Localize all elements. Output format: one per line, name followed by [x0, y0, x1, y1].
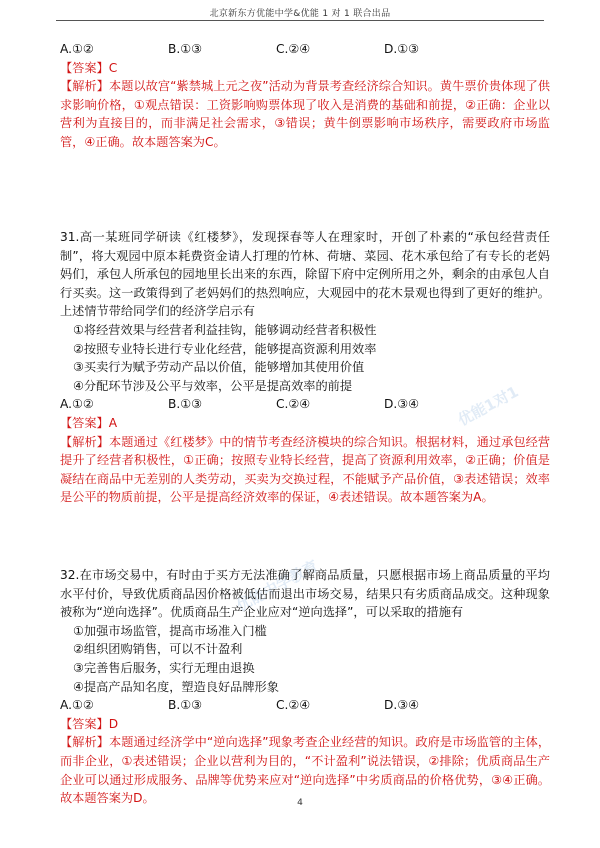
q32-item-4: ④提高产品知名度，塑造良好品牌形象 [73, 679, 279, 694]
q30-option-c: C.②④ [276, 42, 311, 56]
q32-item-2: ②组织团购销售，可以不计盈利 [73, 642, 243, 657]
watermark-logo: 优能1对1 [454, 382, 522, 430]
watermark-logo-2: 优能中学教育 [233, 556, 322, 616]
q32-options [60, 696, 550, 715]
q31-answer-value: A [108, 415, 118, 430]
q31-item-2: ②按照专业特长进行专业化经营，能够提高资源利用效率 [73, 341, 377, 356]
header-divider [56, 20, 544, 21]
q32-answer-label: 【答案】 [60, 716, 109, 731]
q32-option-d: D.③④ [384, 698, 420, 713]
q32-option-b: B.①③ [168, 698, 203, 713]
q30-answer [60, 59, 550, 78]
q30-analysis-text: 本题以故宫“紫禁城上元之夜”活动为背景考查经济综合知识。黄牛票价贵体现了供求影响价格，①观点错误：工资影响购票体现了收入是消费的基础和前提，②正确：企业以营利为直接目的，而非满足社会需求，③错误；黄牛倒票影响市场秩序，需要政府市场监管，④正确。故本题答案为C。 [60, 79, 551, 149]
question-30 [60, 40, 550, 152]
q31-option-b: B.①③ [168, 397, 203, 412]
q32-stem: 32.在市场交易中，有时由于买方无法准确了解商品质量，只愿根据市场上商品质量的平均水平付价，导致优质商品因价格被低估而退出市场交易，结果只有劣质商品成交。这种现象被称为“逆向选择”。优质商品生产企业应对“逆向选择”，可以采取的措施有 [60, 568, 550, 620]
q31-analysis-text: 本题通过《红楼梦》中的情节考查经济模块的综合知识。根据材料，通过承包经营提升了经营者积极性，①正确；按照专业特长经营，提高了资源利用效率，②正确；价值是凝结在商品中无差别的人类劳动，买卖为交换过程，不能赋予产品价值，③表述错误；效率是公平的物质前提，公平是提高经济效率的保证，④表述错误。故本题答案为A。 [60, 434, 551, 505]
page-number: 4 [297, 798, 303, 808]
q32-answer-value: D [108, 716, 119, 731]
q30-answer-label: 【答案】 [60, 60, 109, 75]
page-header: 北京新东方优能中学&优能 1 对 1 联合出品 [209, 9, 391, 19]
q32-option-c: C.②④ [276, 698, 311, 713]
q31-item-4: ④分配环节涉及公平与效率，公平是提高效率的前提 [73, 378, 353, 393]
question-31 [60, 228, 550, 507]
q31-answer-label: 【答案】 [60, 415, 109, 430]
q30-options [60, 40, 550, 59]
q30-analysis [60, 77, 550, 151]
q31-option-c: C.②④ [276, 397, 311, 412]
q32-option-a: A.①② [60, 698, 94, 713]
q32-analysis-text: 本题通过经济学中“逆向选择”现象考查企业经营的知识。政府是市场监管的主体，而非企业，①表述错误；企业以营利为目的，“不计盈利”说法错误，②排除；优质商品生产企业可以通过形成服务、品牌等优势来应对“逆向选择”中劣质商品的价格优势，③④正确。故本题答案为D。 [60, 735, 551, 806]
q32-item-1: ①加强市场监管，提高市场准入门槛 [73, 623, 267, 638]
q31-item-1: ①将经营效果与经营者利益挂钩，能够调动经营者积极性 [73, 322, 377, 337]
q32-answer [60, 715, 550, 734]
question-32 [60, 566, 550, 808]
q32-item-3: ③完善售后服务，实行无理由退换 [73, 660, 255, 675]
q30-answer-value: C [108, 60, 118, 75]
q30-option-d: D.①③ [384, 42, 420, 56]
q30-analysis-label: 【解析】 [60, 79, 109, 94]
q31-stem: 31.高一某班同学研读《红楼梦》，发现探春等人在理家时，开创了朴素的“承包经营责任制”，将大观园中原本耗费资金请人打理的竹林、荷塘、菜园、花木承包给了有专长的老妈妈们，承包人所承包的园地里长出来的东西，除留下府中定例所用之外，剩余的由承包人自行买卖。这一政策得到了老妈妈们的热烈响应，大观园中的花木景观也得到了更好的维护。上述情节带给同学们的经济学启示有 [60, 230, 550, 319]
q31-option-a: A.①② [60, 397, 94, 412]
q31-answer [60, 414, 550, 433]
q31-options [60, 395, 550, 414]
q30-option-b: B.①③ [168, 42, 203, 56]
q32-analysis-label: 【解析】 [60, 735, 109, 750]
q31-item-3: ③买卖行为赋予劳动产品以价值，能够增加其使用价值 [73, 360, 365, 375]
q32-analysis [60, 733, 550, 807]
q31-option-d: D.③④ [384, 397, 420, 412]
q31-analysis-label: 【解析】 [60, 434, 110, 449]
q30-option-a: A.①② [60, 42, 94, 56]
q31-analysis [60, 433, 550, 507]
